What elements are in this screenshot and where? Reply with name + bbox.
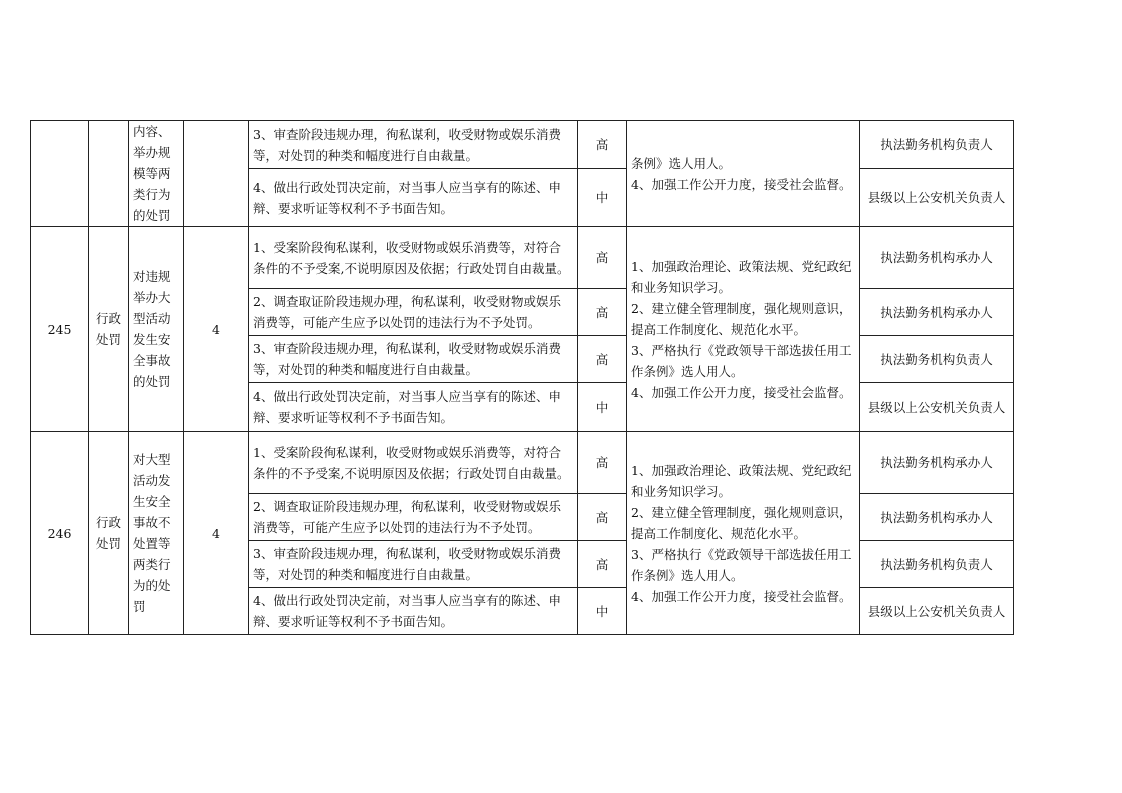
- cell-risk-desc: 3、审查阶段违规办理，徇私谋利，收受财物或娱乐消费等，对处罚的种类和幅度进行自由裁量。: [249, 121, 578, 169]
- cell-measures: [627, 432, 860, 635]
- cell-owner: 执法勤务机构承办人: [860, 227, 1014, 289]
- cell-risk-level: 高: [578, 494, 627, 541]
- cell-measures: [627, 227, 860, 432]
- cell-risk-desc: 4、做出行政处罚决定前，对当事人应当享有的陈述、申辩、要求听证等权利不予书面告知。: [249, 588, 578, 635]
- measure-item: 4、加强工作公开力度，接受社会监督。: [631, 384, 852, 400]
- cell-risk-level: 中: [578, 588, 627, 635]
- cell-owner: 县级以上公安机关负责人: [860, 588, 1014, 635]
- measure-item: 2、建立健全管理制度，强化规则意识，提高工作制度化、规范化水平。: [631, 300, 852, 337]
- cell-risk-level: 高: [578, 227, 627, 289]
- cell-owner: 县级以上公安机关负责人: [860, 383, 1014, 432]
- cell-type: 行政处罚: [89, 432, 129, 635]
- measure-item: 4、加强工作公开力度，接受社会监督。: [631, 176, 852, 192]
- cell-measures: [627, 121, 860, 227]
- measure-item: 2、建立健全管理制度，强化规则意识，提高工作制度化、规范化水平。: [631, 504, 852, 541]
- cell-risk-desc: 2、调查取证阶段违规办理，徇私谋利，收受财物或娱乐消费等，可能产生应予以处罚的违法行为不予处罚。: [249, 494, 578, 541]
- table-row: [31, 227, 1014, 289]
- cell-no: 246: [31, 432, 89, 635]
- cell-risk-desc: 3、审查阶段违规办理，徇私谋利，收受财物或娱乐消费等，对处罚的种类和幅度进行自由裁量。: [249, 541, 578, 588]
- table-row: [31, 432, 1014, 494]
- measure-item: 4、加强工作公开力度，接受社会监督。: [631, 588, 852, 604]
- cell-risk-level: 高: [578, 432, 627, 494]
- cell-count: 4: [184, 227, 249, 432]
- cell-risk-level: 中: [578, 383, 627, 432]
- cell-type: 行政处罚: [89, 227, 129, 432]
- cell-risk-desc: 4、做出行政处罚决定前，对当事人应当享有的陈述、申辩、要求听证等权利不予书面告知。: [249, 169, 578, 227]
- cell-risk-desc: 4、做出行政处罚决定前，对当事人应当享有的陈述、申辩、要求听证等权利不予书面告知。: [249, 383, 578, 432]
- cell-owner: 执法勤务机构承办人: [860, 432, 1014, 494]
- cell-no: 245: [31, 227, 89, 432]
- cell-owner: 县级以上公安机关负责人: [860, 169, 1014, 227]
- cell-item-name: 内容、举办规模等两类行为的处罚: [129, 121, 184, 227]
- cell-owner: 执法勤务机构负责人: [860, 121, 1014, 169]
- cell-risk-desc: 1、受案阶段徇私谋利，收受财物或娱乐消费等，对符合条件的不予受案,不说明原因及依据；行政处罚自由裁量。: [249, 227, 578, 289]
- cell-risk-level: 高: [578, 541, 627, 588]
- cell-owner: 执法勤务机构承办人: [860, 289, 1014, 336]
- cell-item-name: 对大型活动发生安全事故不处置等两类行为的处罚: [129, 432, 184, 635]
- cell-owner: 执法勤务机构负责人: [860, 541, 1014, 588]
- cell-owner: 执法勤务机构承办人: [860, 494, 1014, 541]
- risk-table: [30, 120, 1014, 635]
- cell-risk-level: 中: [578, 169, 627, 227]
- measure-item: 3、严格执行《党政领导干部选拔任用工作条例》选人用人。: [631, 546, 852, 583]
- measure-item: 1、加强政治理论、政策法规、党纪政纪和业务知识学习。: [631, 462, 852, 499]
- cell-type: [89, 121, 129, 227]
- cell-risk-desc: 3、审查阶段违规办理，徇私谋利，收受财物或娱乐消费等，对处罚的种类和幅度进行自由裁量。: [249, 336, 578, 383]
- cell-risk-level: 高: [578, 121, 627, 169]
- cell-risk-level: 高: [578, 289, 627, 336]
- cell-no: [31, 121, 89, 227]
- cell-count: 4: [184, 432, 249, 635]
- cell-risk-level: 高: [578, 336, 627, 383]
- table-row: [31, 121, 1014, 169]
- measure-item: 条例》选人用人。: [631, 155, 732, 171]
- cell-owner: 执法勤务机构负责人: [860, 336, 1014, 383]
- measure-item: 3、严格执行《党政领导干部选拔任用工作条例》选人用人。: [631, 342, 852, 379]
- cell-risk-desc: 1、受案阶段徇私谋利，收受财物或娱乐消费等，对符合条件的不予受案,不说明原因及依据；行政处罚自由裁量。: [249, 432, 578, 494]
- cell-risk-desc: 2、调查取证阶段违规办理，徇私谋利，收受财物或娱乐消费等，可能产生应予以处罚的违法行为不予处罚。: [249, 289, 578, 336]
- cell-count: [184, 121, 249, 227]
- measure-item: 1、加强政治理论、政策法规、党纪政纪和业务知识学习。: [631, 258, 852, 295]
- cell-item-name: 对违规举办大型活动发生安全事故的处罚: [129, 227, 184, 432]
